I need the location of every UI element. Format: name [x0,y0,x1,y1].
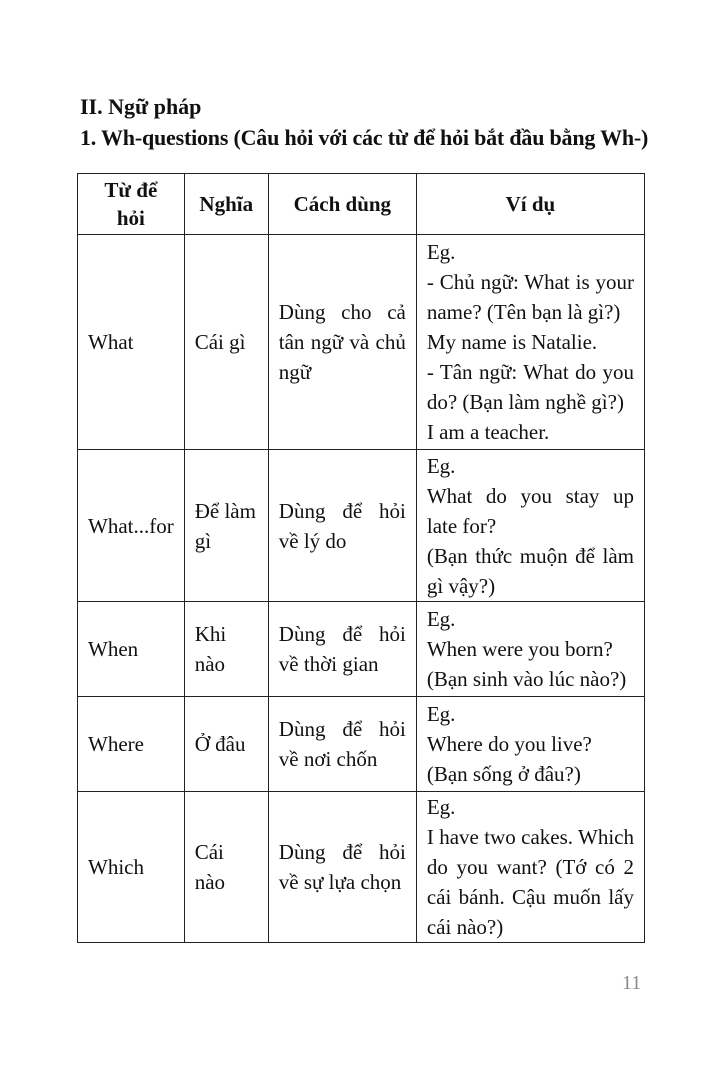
example-line: Eg. [426,795,456,819]
header-example: Ví dụ [416,174,644,235]
section-title: II. Ngữ pháp [80,94,202,119]
header-meaning: Nghĩa [184,174,268,235]
cell-example [416,697,644,792]
header-question-word: Từ để hỏi [78,174,185,235]
example-line: (Bạn thức muộn để làm gì vậy?) [426,543,634,598]
example-line: Eg. [426,607,456,631]
table-row [78,792,645,943]
cell-meaning: Để làm gì [184,450,268,602]
cell-usage: Dùng để hỏi về sự lựa chọn [268,792,416,943]
example-line: Where do you live? [426,732,592,756]
example-line: (Bạn sống ở đâu?) [426,762,581,786]
example-line: - Chủ ngữ: What is your name? (Tên bạn là gì?) [426,270,634,324]
example-line: Eg. [426,240,456,264]
table-header-row [78,174,645,235]
table-row [78,235,645,450]
example-line: My name is Natalie. [426,330,598,354]
sub-title: 1. Wh-questions (Câu hỏi với các từ để hỏi bắt đầu bằng Wh-) [80,125,649,150]
cell-meaning: Cái nào [184,792,268,943]
cell-word: Which [78,792,185,943]
cell-example [416,792,644,943]
example-line: - Tân ngữ: What do you do? (Bạn làm nghề gì?) [426,360,634,414]
cell-example [416,450,644,602]
cell-word: Where [78,697,185,792]
example-line: (Bạn sinh vào lúc nào?) [426,667,627,691]
wh-questions-table [77,173,645,943]
cell-meaning: Cái gì [184,235,268,450]
cell-word: What...for [78,450,185,602]
cell-usage: Dùng để hỏi về lý do [268,450,416,602]
example-line: I am a teacher. [426,420,550,444]
example-line: What do you stay up late for? [426,483,634,538]
cell-example [416,235,644,450]
table-row [78,602,645,697]
table-row [78,697,645,792]
example-line: I have two cakes. Which do you want? (Tớ có 2 cái bánh. Cậu muốn lấy cái nào?) [426,825,634,939]
cell-usage: Dùng cho cả tân ngữ và chủ ngữ [268,235,416,450]
example-line: When were you born? [426,637,613,661]
cell-meaning: Ở đâu [184,697,268,792]
example-line: Eg. [426,453,456,478]
table-body [78,235,645,943]
cell-example [416,602,644,697]
page-number: 11 [622,972,642,994]
cell-word: What [78,235,185,450]
header-usage: Cách dùng [268,174,416,235]
cell-meaning: Khi nào [184,602,268,697]
cell-word: When [78,602,185,697]
cell-usage: Dùng để hỏi về nơi chốn [268,697,416,792]
table-row [78,450,645,602]
cell-usage: Dùng để hỏi về thời gian [268,602,416,697]
example-line: Eg. [426,702,456,726]
